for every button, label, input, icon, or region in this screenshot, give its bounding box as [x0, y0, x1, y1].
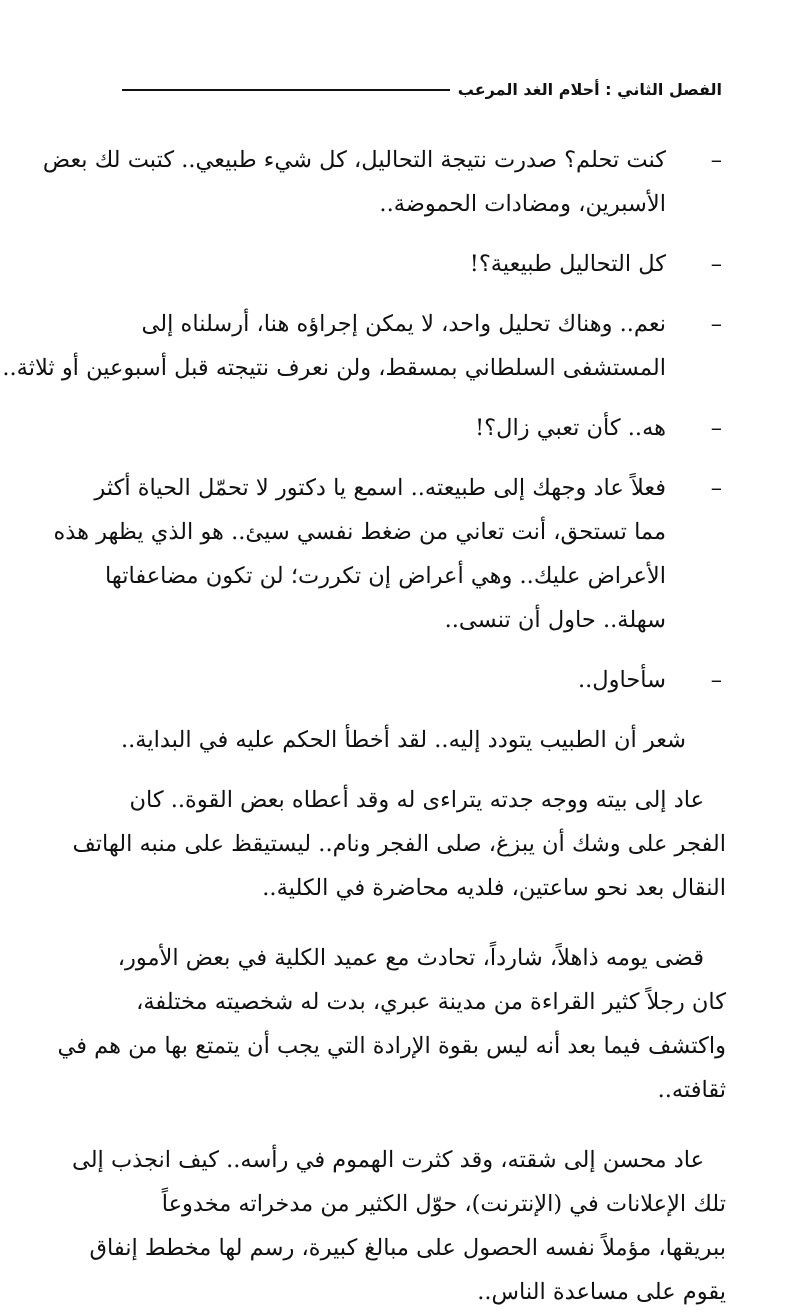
paragraph-line: النقال بعد نحو ساعتين، فلديه محاضرة في الكلية.. [262, 875, 726, 901]
paragraph-line: واكتشف فيما بعد أنه ليس بقوة الإرادة التي يجب أن يتمتع بها من هم في [57, 1033, 726, 1059]
dialogue-line: سهلة.. حاول أن تنسى.. [444, 607, 666, 633]
paragraph-line: عاد إلى بيته ووجه جدته يتراءى له وقد أعطاه بعض القوة.. كان [129, 787, 704, 813]
dialogue-dash: – [710, 311, 722, 337]
dialogue-line: – سأحاول.. [74, 658, 726, 702]
dialogue-dash: – [710, 147, 722, 173]
paragraph-line: ثقافته.. [657, 1077, 726, 1103]
dialogue-line: مما تستحق، أنت تعاني من ضغط نفسي سيئ.. هو الذي يظهر هذه [53, 519, 666, 545]
paragraph-line: الفجر على وشك أن يبزغ، صلى الفجر ونام.. ليستيقظ على منبه الهاتف [72, 831, 726, 857]
dialogue-line: – فعلاً عاد وجهك إلى طبيعته.. اسمع يا دكتور لا تحمّل الحياة أكثر [74, 466, 726, 510]
dialogue-line: – هه.. كأن تعبي زال؟! [74, 406, 726, 450]
dialogue-line: المستشفى السلطاني بمسقط، ولن نعرف نتيجته قبل أسبوعين أو ثلاثة.. [2, 355, 666, 381]
paragraph-line: قضى يومه ذاهلاً، شارداً، تحادث مع عميد الكلية في بعض الأمور، [117, 945, 704, 971]
running-header [122, 80, 722, 99]
paragraph-line: تلك الإعلانات في (الإنترنت)، حوّل الكثير من مدخراته مخدوعاً [161, 1191, 726, 1217]
paragraph-line: ببريقها، مؤملاً نفسه الحصول على مبالغ كبيرة، رسم لها مخطط إنفاق [89, 1235, 726, 1261]
dialogue-line: – كنت تحلم؟ صدرت نتيجة التحاليل، كل شيء طبيعي.. كتبت لك بعض [74, 138, 726, 182]
dialogue-dash: – [710, 475, 722, 501]
header-rule [122, 89, 450, 91]
chapter-title: الفصل الثاني : أحلام الغد المرعب [457, 80, 722, 99]
paragraph-line: يقوم على مساعدة الناس.. [477, 1279, 726, 1305]
paragraph-line: شعر أن الطبيب يتودد إليه.. لقد أخطأ الحكم عليه في البداية.. [120, 727, 686, 753]
dialogue-line: – نعم.. وهناك تحليل واحد، لا يمكن إجراؤه هنا، أرسلناه إلى [74, 302, 726, 346]
dialogue-line: الأسبرين، ومضادات الحموضة.. [379, 191, 666, 217]
dialogue-line: الأعراض عليك.. وهي أعراض إن تكررت؛ لن تكون مضاعفاتها [104, 563, 666, 589]
body-text [2, 138, 726, 1314]
dialogue-line: – كل التحاليل طبيعية؟! [74, 242, 726, 286]
dialogue-dash: – [710, 251, 722, 277]
paragraph-line: عاد محسن إلى شقته، وقد كثرت الهموم في رأسه.. كيف انجذب إلى [71, 1147, 704, 1173]
paragraph-line: كان رجلاً كثير القراءة من مدينة عبري، بدت له شخصيته مختلفة، [136, 989, 726, 1015]
dialogue-dash: – [710, 415, 722, 441]
dialogue-dash: – [710, 667, 722, 693]
